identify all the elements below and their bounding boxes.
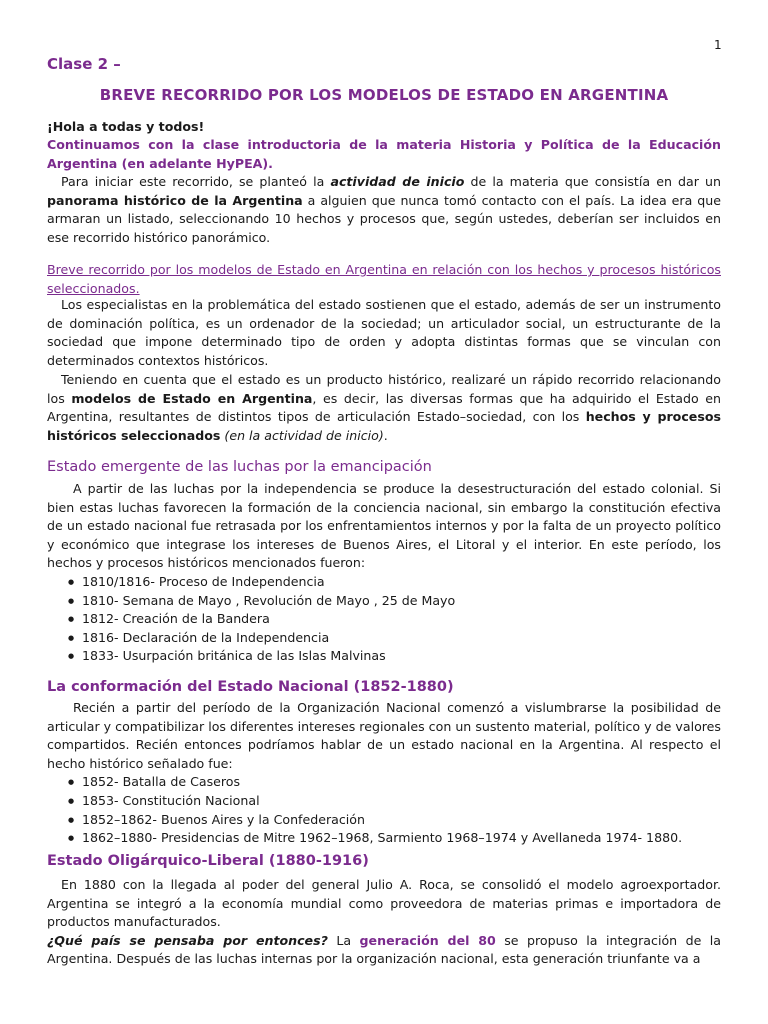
class-label: Clase 2 –	[47, 55, 121, 73]
p3-a: Teniendo en cuenta que el estado es un producto histórico, realizaré un rápido recorrido relacionando los	[47, 372, 721, 406]
section-heading-emancipacion: Estado emergente de las luchas por la emancipación	[47, 459, 432, 475]
intro-continue: Continuamos con la clase introductoria de la materia Historia y Política de la Educación Argentina (en adelante HyPEA).	[47, 137, 721, 171]
p3-e: (en la actividad de inicio)	[220, 427, 384, 443]
p3-d: hechos y procesos históricos seleccionados	[47, 409, 721, 443]
p3-f: .	[383, 427, 388, 443]
page-title: BREVE RECORRIDO POR LOS MODELOS DE ESTADO EN ARGENTINA	[99, 86, 669, 104]
section-3-question: ¿Qué país se pensaba por entonces?	[47, 932, 328, 948]
list-item: ● 1810- Semana de Mayo , Revolución de Mayo , 25 de Mayo	[47, 592, 721, 611]
page-number: 1	[714, 38, 722, 52]
intro-text-e: a alguien que nunca tomó contacto con el país. La idea era que armaran un listado, seleccionando 10 hechos y procesos que, según ustedes, deberían ser incluidos en ese recorrido histórico panorámico.	[47, 192, 721, 245]
paragraph-2-text: Los especialistas en la problemática del estado sostienen que el estado, además de ser un instrumento de dominación política, es un ordenador de la sociedad; un articulador social, un estructurante de la sociedad que impone determinado tipo de orden y adopta distintas formas que se vinculan con determinados contextos históricos.	[47, 297, 721, 368]
list-item: ● 1810/1816- Proceso de Independencia	[47, 573, 721, 592]
list-item: ● 1852–1862- Buenos Aires y la Confederación	[47, 811, 721, 830]
section-heading-estado-nacional: La conformación del Estado Nacional (1852-1880)	[47, 679, 454, 695]
intro-text-b: actividad de inicio	[330, 174, 465, 189]
list-item: ● 1816- Declaración de la Independencia	[47, 629, 721, 648]
intro-text-d: panorama histórico de la Argentina	[47, 192, 303, 208]
paragraph-2	[47, 296, 721, 370]
list-item: ● 1862–1880- Presidencias de Mitre 1962–1968, Sarmiento 1968–1974 y Avellaneda 1974- 1880.	[47, 829, 721, 848]
section-2-list	[47, 773, 721, 847]
section-2-body	[47, 699, 721, 848]
section-3-body	[47, 876, 721, 969]
intro-paragraph	[47, 173, 721, 247]
section-3-q-b: La	[327, 932, 360, 948]
section-1-list	[47, 573, 721, 666]
section-2-text: Recién a partir del período de la Organización Nacional comenzó a vislumbrarse la posibilidad de articular y compatibilizar los diferentes intereses regionales con un sustento material, político y de valores compartidos. Recién entonces podríamos hablar de un estado nacional en la Argentina. Al respecto el hecho histórico señalado fue:	[47, 700, 721, 771]
section-3-text: En 1880 con la llegada al poder del general Julio A. Roca, se consolidó el modelo agroexportador. Argentina se integró a la economía mundial como proveedora de materias primas e importadora de productos manufacturados.	[47, 877, 721, 930]
section-1-text: A partir de las luchas por la independencia se produce la desestructuración del estado colonial. Si bien estas luchas favorecen la formación de la conciencia nacional, sin embargo la constitución efectiva de un estado nacional fue retrasada por los enfrentamientos internos y por la falta de un proyecto político y económico que integrase los intereses de Buenos Aires, el Litoral y el interior. En este período, los hechos y procesos históricos mencionados fueron:	[47, 481, 721, 571]
list-item: ● 1852- Batalla de Caseros	[47, 773, 721, 792]
p3-b: modelos de Estado en Argentina	[71, 390, 313, 406]
intro-text-c: de la materia que consistía en dar un	[464, 174, 722, 189]
section-3-q-c: se propuso la integración de la Argentina. Después de las luchas internas por la organización nacional, esta generación triunfante va a	[47, 932, 721, 967]
list-item: ● 1812- Creación de la Bandera	[47, 610, 721, 629]
p3-c: , es decir, las diversas formas que ha adquirido el Estado en Argentina, resultantes de distintos tipos de articulación Estado–sociedad, con los	[47, 390, 721, 425]
list-item: ● 1853- Constitución Nacional	[47, 792, 721, 811]
section-1-body	[47, 480, 721, 666]
section-link[interactable]: Breve recorrido por los modelos de Estado en Argentina en relación con los hechos y procesos históricos seleccionados.	[47, 262, 721, 296]
greeting: ¡Hola a todas y todos!	[47, 119, 205, 134]
intro-text-a: Para iniciar este recorrido, se planteó la	[61, 174, 331, 189]
generation-80: generación del 80	[359, 932, 496, 948]
list-item: ● 1833- Usurpación británica de las Islas Malvinas	[47, 647, 721, 666]
section-heading-oligarquico: Estado Oligárquico-Liberal (1880-1916)	[47, 853, 369, 869]
paragraph-3	[47, 371, 721, 445]
